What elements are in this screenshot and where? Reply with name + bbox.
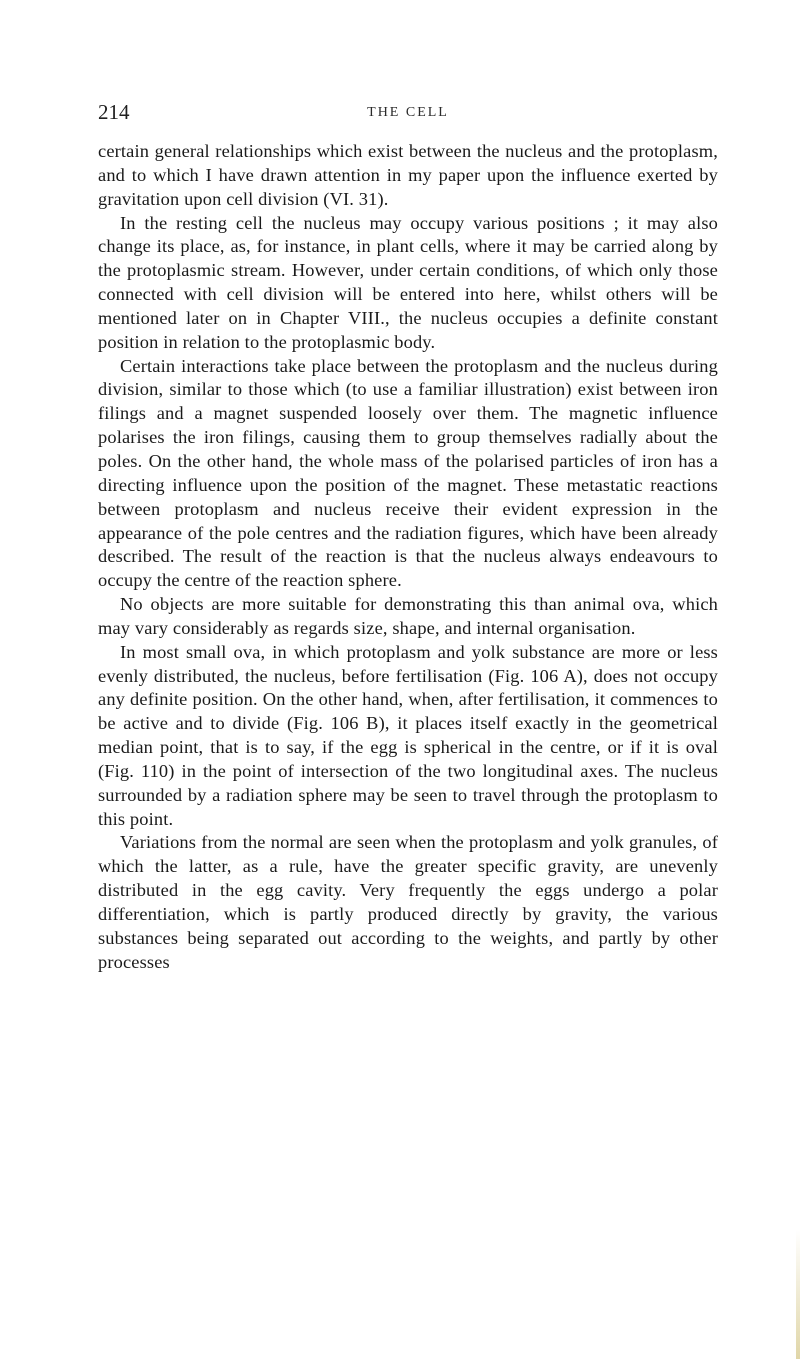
paragraph: Variations from the normal are seen when the protoplasm and yolk granules, of which the latter, as a rule, have the greater specific gravity, are unevenly distributed in the egg cavity. Very frequently the eggs undergo a polar differentiation, which is partly produced directly by gravity, the various substances being separated out according to the weights, and partly by other processes xyxy=(98,832,718,972)
paragraph: In most small ova, in which protoplasm and yolk substance are more or less evenly distributed, the nucleus, before fertilisation (Fig. 106 A), does not occupy any definite position. On the other hand, when, after fertilisation, it commences to be active and to divide (Fig. 106 B), it places itself exactly in the geometrical median point, that is to say, if the egg is spherical in the centre, or if it is oval (Fig. 110) in the point of intersection of the two longitudinal axes. The nucleus surrounded by a radiation sphere may be seen to travel through the protoplasm to this point. xyxy=(98,641,718,829)
running-head: THE CELL xyxy=(367,105,449,120)
page-edge-shadow xyxy=(796,1230,800,1359)
paragraph: Certain interactions take place between the protoplasm and the nucleus during division, similar to those which (to use a familiar illustration) exist between iron filings and a magnet suspended loosely over them. The magnetic influence polarises the iron filings, causing them to group themselves radially about the poles. On the other hand, the whole mass of the polarised particles of iron has a directing influence upon the position of the magnet. These metastatic reactions between protoplasm and nucleus receive their evident expression in the appearance of the pole centres and the radiation figures, which have been already described. The result of the reaction is that the nucleus always endeavours to occupy the centre of the reaction sphere. xyxy=(98,355,718,591)
page-header xyxy=(98,100,718,124)
page-number: 214 xyxy=(98,100,130,124)
paragraph: In the resting cell the nucleus may occupy various positions ; it may also change its place, as, for instance, in plant cells, where it may be carried along by the protoplasmic stream. However, under certain conditions, of which only those connected with cell division will be entered into here, whilst others will be mentioned later on in Chapter VIII., the nucleus occupies a definite constant position in relation to the protoplasmic body. xyxy=(98,212,718,352)
body-text xyxy=(98,140,718,975)
paragraph: No objects are more suitable for demonstrating this than animal ova, which may vary considerably as regards size, shape, and internal organisation. xyxy=(98,594,718,638)
paragraph: certain general relationships which exist between the nucleus and the protoplasm, and to which I have drawn attention in my paper upon the influence exerted by gravitation upon cell division (VI. 31). xyxy=(98,141,718,209)
